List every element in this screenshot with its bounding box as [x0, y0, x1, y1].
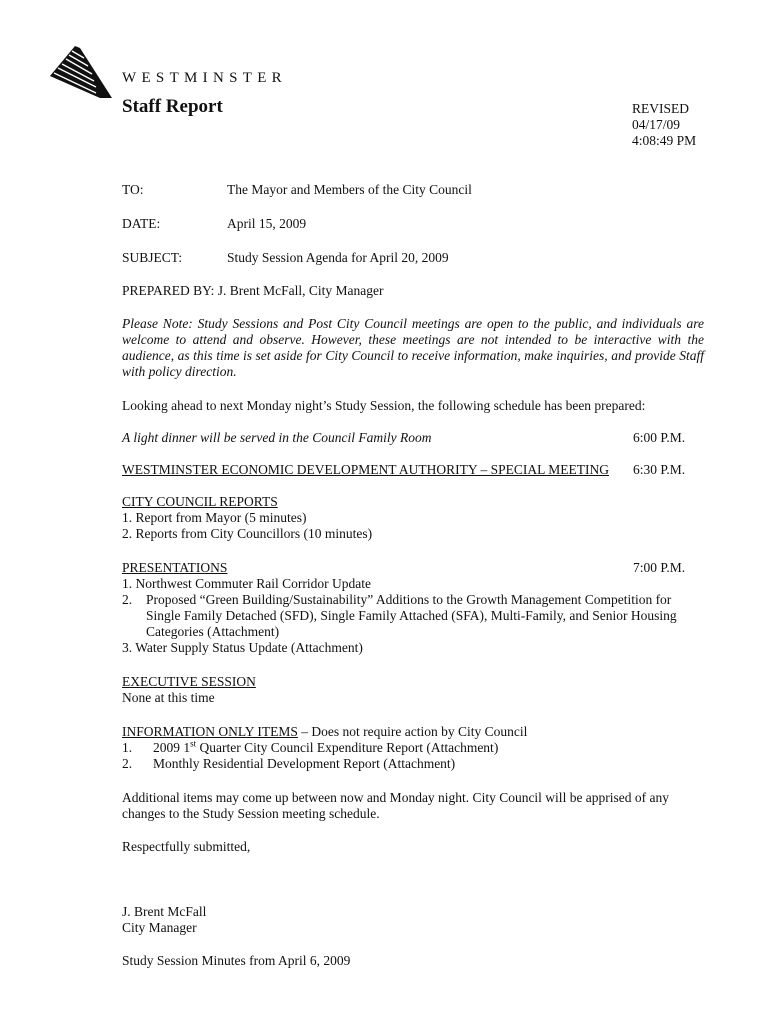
dinner-time: 6:00 P.M. [633, 430, 686, 445]
date-label: DATE: [122, 216, 161, 231]
weda-time: 6:30 P.M. [633, 462, 686, 477]
info-item-text-part: 2009 1 [153, 740, 191, 755]
footer-text: Study Session Minutes from April 6, 2009 [122, 953, 351, 968]
signer-name: J. Brent McFall [122, 904, 207, 919]
presentation-item [122, 592, 704, 640]
presentation-item-line: Proposed “Green Building/Sustainability” Additions to the Growth Management Competition for [146, 592, 672, 607]
public-note: Please Note: Study Sessions and Post City Council meetings are open to the public, and individuals are welcome to attend and observe. However, these meetings are not intended to be interactive with the audience, as this time is set aside for City Council to receive information, make inquiries, and provide Staff with policy direction. [122, 316, 704, 379]
weda-meeting: WESTMINSTER ECONOMIC DEVELOPMENT AUTHORITY – SPECIAL MEETING [122, 462, 609, 477]
presentations-section [122, 560, 704, 656]
presentation-item-line: Single Family Detached (SFD), Single Family Attached (SFA), Multi-Family, and Senior Housing [146, 608, 677, 623]
presentation-item: 1. Northwest Commuter Rail Corridor Update [122, 576, 371, 591]
presentation-item-line: Categories (Attachment) [146, 624, 280, 639]
info-items-heading: INFORMATION ONLY ITEMS [122, 724, 298, 739]
council-report-item: 2. Reports from City Councillors (10 minutes) [122, 526, 373, 541]
info-item-text-part: Quarter City Council Expenditure Report (Attachment) [196, 740, 499, 755]
date-value: April 15, 2009 [227, 216, 307, 231]
closing-text: Respectfully submitted, [122, 839, 251, 854]
westminster-logo-icon [50, 46, 112, 98]
dinner-text: A light dinner will be served in the Council Family Room [122, 430, 432, 445]
presentation-item-text [146, 592, 677, 640]
subject-label: SUBJECT: [122, 250, 183, 265]
to-value: The Mayor and Members of the City Council [227, 182, 472, 197]
info-item-text [153, 740, 498, 756]
council-report-item: 1. Report from Mayor (5 minutes) [122, 510, 307, 525]
presentations-time: 7:00 P.M. [633, 560, 686, 575]
presentation-item-number: 2. [122, 592, 133, 607]
presentation-item: 3. Water Supply Status Update (Attachment) [122, 640, 363, 655]
info-item [122, 740, 704, 756]
info-items-heading-line [122, 724, 704, 740]
revised-date: 04/17/09 [632, 117, 681, 132]
info-item [122, 756, 704, 772]
additional-items-note: Additional items may come up between now and Monday night. City Council will be apprised of any changes to the Study Session meeting schedule. [122, 790, 670, 821]
revised-block [632, 101, 696, 149]
executive-text: None at this time [122, 690, 215, 705]
page-title: Staff Report [122, 96, 223, 117]
revised-label: REVISED [632, 101, 689, 116]
info-items-heading-note: – Does not require action by City Council [297, 724, 528, 739]
signer-title: City Manager [122, 920, 197, 935]
ordinal-superscript: st [190, 738, 197, 749]
presentations-heading: PRESENTATIONS [122, 560, 228, 575]
executive-heading: EXECUTIVE SESSION [122, 674, 256, 689]
info-items-section [122, 724, 704, 772]
subject-value: Study Session Agenda for April 20, 2009 [227, 250, 449, 265]
signature-block [122, 904, 704, 936]
to-label: TO: [122, 182, 144, 197]
info-item-text: Monthly Residential Development Report (Attachment) [153, 756, 456, 771]
intro-text: Looking ahead to next Monday night’s Study Session, the following schedule has been prepared: [122, 398, 646, 413]
executive-section [122, 674, 704, 706]
council-reports-heading: CITY COUNCIL REPORTS [122, 494, 278, 509]
prepared-by: PREPARED BY: J. Brent McFall, City Manager [122, 283, 384, 298]
revised-time: 4:08:49 PM [632, 133, 697, 148]
info-item-number: 2. [122, 756, 133, 771]
info-item-number: 1. [122, 740, 133, 755]
council-reports-section [122, 494, 704, 542]
brand-name: WESTMINSTER [122, 70, 287, 86]
